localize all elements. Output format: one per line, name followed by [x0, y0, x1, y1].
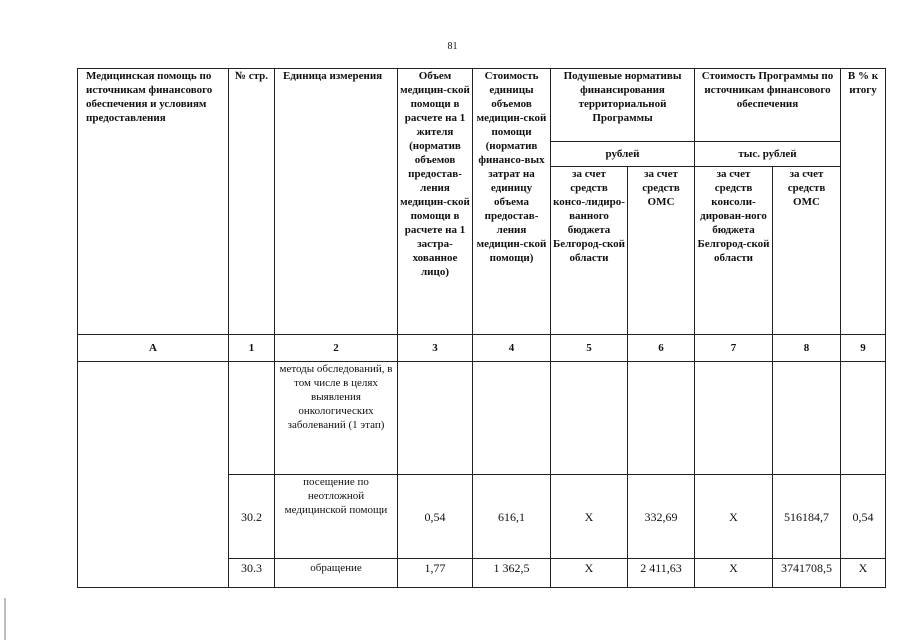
index-cell: 2	[275, 335, 398, 362]
header-per-capita-norms: Подушевые нормативы финансирования территориальной Программы	[551, 69, 695, 142]
header-col8-oms: за счет средств ОМС	[773, 167, 841, 335]
column-index-row	[78, 335, 886, 362]
row-col7-cell: Х	[695, 475, 773, 559]
row-col8-cell: 3741708,5	[773, 559, 841, 588]
row-percent-cell: Х	[841, 559, 886, 588]
page-number: 81	[447, 41, 458, 52]
row-col6-cell: 332,69	[628, 475, 695, 559]
scan-edge-mark	[4, 598, 6, 640]
index-cell: 4	[473, 335, 551, 362]
row-col5-cell: Х	[551, 475, 628, 559]
index-cell: 1	[229, 335, 275, 362]
index-cell: 3	[398, 335, 473, 362]
row-cost-cell	[473, 362, 551, 475]
header-col5-budget: за счет средств консо-лидиро-ванного бюджета Белгород-ской области	[551, 167, 628, 335]
row-percent-cell	[841, 362, 886, 475]
row-col6-cell	[628, 362, 695, 475]
row-percent-cell: 0,54	[841, 475, 886, 559]
row-cost-cell: 616,1	[473, 475, 551, 559]
row-volume-cell: 1,77	[398, 559, 473, 588]
index-cell: 8	[773, 335, 841, 362]
index-cell: 9	[841, 335, 886, 362]
header-page-number: № стр.	[229, 69, 275, 335]
row-cost-cell: 1 362,5	[473, 559, 551, 588]
row-page-cell: 30.3	[229, 559, 275, 588]
row-col6-cell: 2 411,63	[628, 559, 695, 588]
row-col7-cell: Х	[695, 559, 773, 588]
row-volume-cell: 0,54	[398, 475, 473, 559]
row-col5-cell	[551, 362, 628, 475]
index-cell: 7	[695, 335, 773, 362]
index-cell: А	[78, 335, 229, 362]
header-percent: В % к итогу	[841, 69, 886, 335]
header-volume: Объем медицин-ской помощи в расчете на 1 жителя (норматив объемов предостав-ления медицин-ской помощи в расчете на 1 застра-хованное лицо)	[398, 69, 473, 335]
row-page-cell	[229, 362, 275, 475]
row-unit-cell: обращение	[275, 559, 398, 588]
header-rubles: рублей	[551, 142, 695, 167]
row-col5-cell: Х	[551, 559, 628, 588]
row-category-cell	[78, 362, 229, 588]
header-thousand-rubles: тыс. рублей	[695, 142, 841, 167]
row-page-cell: 30.2	[229, 475, 275, 559]
index-cell: 6	[628, 335, 695, 362]
row-col8-cell	[773, 362, 841, 475]
header-unit: Единица измерения	[275, 69, 398, 335]
table-row	[78, 362, 886, 475]
header-unit-cost: Стоимость единицы объемов медицин-ской помощи (норматив финансо-вых затрат на единицу объема предостав-ления медицин-ской помощи)	[473, 69, 551, 335]
program-cost-table	[77, 68, 886, 588]
header-col6-oms: за счет средств ОМС	[628, 167, 695, 335]
row-volume-cell	[398, 362, 473, 475]
header-medical-care: Медицинская помощь по источникам финансового обеспечения и условиям предоставления	[78, 69, 229, 335]
row-unit-cell: методы обследований, в том числе в целях выявления онкологических заболеваний (1 этап)	[275, 362, 398, 475]
index-cell: 5	[551, 335, 628, 362]
header-col7-budget: за счет средств консоли-дирован-ного бюджета Белгород-ской области	[695, 167, 773, 335]
row-col8-cell: 516184,7	[773, 475, 841, 559]
row-unit-cell: посещение по неотложной медицинской помощи	[275, 475, 398, 559]
header-program-cost: Стоимость Программы по источникам финансового обеспечения	[695, 69, 841, 142]
row-col7-cell	[695, 362, 773, 475]
